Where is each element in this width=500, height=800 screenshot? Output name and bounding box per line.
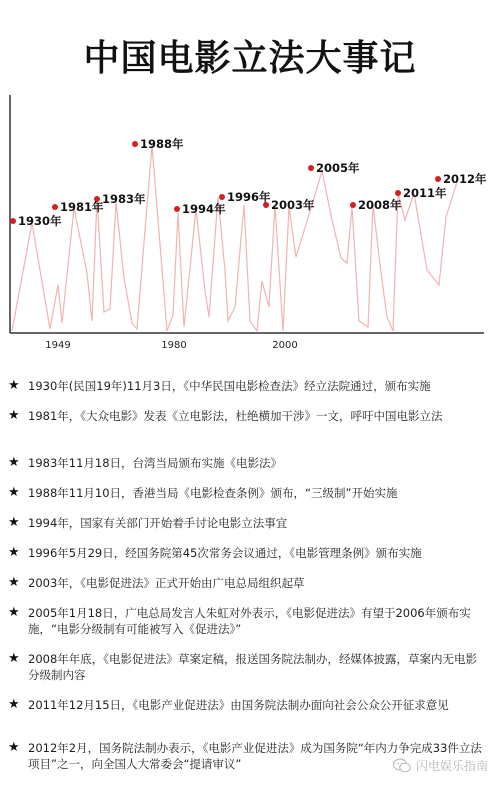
milestone-label: 1981年 — [60, 200, 104, 214]
star-icon: ★ — [8, 408, 20, 423]
star-icon: ★ — [8, 485, 20, 500]
axis-year-label: 2000 — [272, 340, 298, 351]
milestone-label: 1996年 — [227, 190, 271, 204]
wechat-icon — [393, 758, 411, 774]
event-item — [8, 515, 488, 531]
event-text: 1994年，国家有关部门开始着手讨论电影立法事宜 — [28, 516, 288, 530]
milestone-label: 2005年 — [316, 161, 360, 175]
event-item — [8, 605, 488, 637]
star-icon: ★ — [8, 515, 20, 530]
milestone-label: 2003年 — [271, 198, 315, 212]
timeline-chart — [0, 95, 500, 365]
milestone-dot — [10, 218, 16, 224]
event-text: 2005年1月18日，广电总局发言人朱虹对外表示，《电影促进法》有望于2006年颁布实施，“电影分级制有可能被写入《促进法》” — [28, 606, 471, 636]
event-text: 1983年11月18日，台湾当局颁布实施《电影法》 — [28, 456, 283, 470]
star-icon: ★ — [8, 575, 20, 590]
star-icon: ★ — [8, 378, 20, 393]
watermark — [393, 757, 488, 774]
milestone-dot — [219, 194, 225, 200]
event-text: 2003年，《电影促进法》正式开始由广电总局组织起草 — [28, 576, 305, 590]
event-item — [8, 651, 488, 683]
milestone-dot — [308, 165, 314, 171]
milestone-dot — [174, 206, 180, 212]
star-icon: ★ — [8, 651, 20, 666]
event-text: 2008年年底，《电影促进法》草案定稿，报送国务院法制办，经媒体披露，草案内无电影分级制内容 — [28, 652, 478, 682]
milestone-dot — [350, 202, 356, 208]
star-icon: ★ — [8, 697, 20, 712]
star-icon: ★ — [8, 455, 20, 470]
axis-year-label: 1949 — [45, 340, 71, 351]
event-item — [8, 485, 488, 501]
zigzag-line — [12, 145, 458, 331]
event-text: 1996年5月29日，经国务院第45次常务会议通过，《电影管理条例》颁布实施 — [28, 546, 422, 560]
event-item — [8, 408, 488, 424]
milestone-dot — [52, 204, 58, 210]
milestone-dot — [132, 141, 138, 147]
milestone-label: 1930年 — [18, 214, 62, 228]
star-icon: ★ — [8, 545, 20, 560]
milestone-dot — [395, 190, 401, 196]
event-text: 2011年12月15日，《电影产业促进法》由国务院法制办面向社会公众公开征求意见 — [28, 698, 449, 712]
page-title: 中国电影立法大事记 — [83, 38, 417, 79]
event-item — [8, 455, 488, 471]
axis-year-label: 1980 — [161, 340, 187, 351]
event-item — [8, 378, 488, 394]
star-icon: ★ — [8, 605, 20, 620]
event-text: 1981年，《大众电影》发表《立电影法，杜绝横加干涉》一文，呼吁中国电影立法 — [28, 409, 443, 423]
event-item — [8, 545, 488, 561]
milestone-label: 1994年 — [182, 202, 226, 216]
event-text: 2012年2月，国务院法制办表示，《电影产业促进法》成为国务院“年内力争完成33件立法项目”之一，向全国人大常委会“提请审议” — [28, 741, 482, 771]
watermark-text: 闪电娱乐指南 — [415, 759, 488, 773]
milestone-dot — [435, 176, 441, 182]
milestone-label: 2008年 — [358, 198, 402, 212]
event-text: 1930年(民国19年)11月3日，《中华民国电影检查法》经立法院通过，颁布实施 — [28, 379, 431, 393]
event-item — [8, 697, 488, 713]
milestone-label: 1988年 — [140, 137, 184, 151]
event-text: 1988年11月10日，香港当局《电影检查条例》颁布，“三级制”开始实施 — [28, 486, 398, 500]
milestone-label: 2011年 — [403, 186, 447, 200]
milestone-label: 2012年 — [443, 172, 487, 186]
milestone-label: 1983年 — [102, 192, 146, 206]
star-icon: ★ — [8, 740, 20, 755]
event-item — [8, 575, 488, 591]
